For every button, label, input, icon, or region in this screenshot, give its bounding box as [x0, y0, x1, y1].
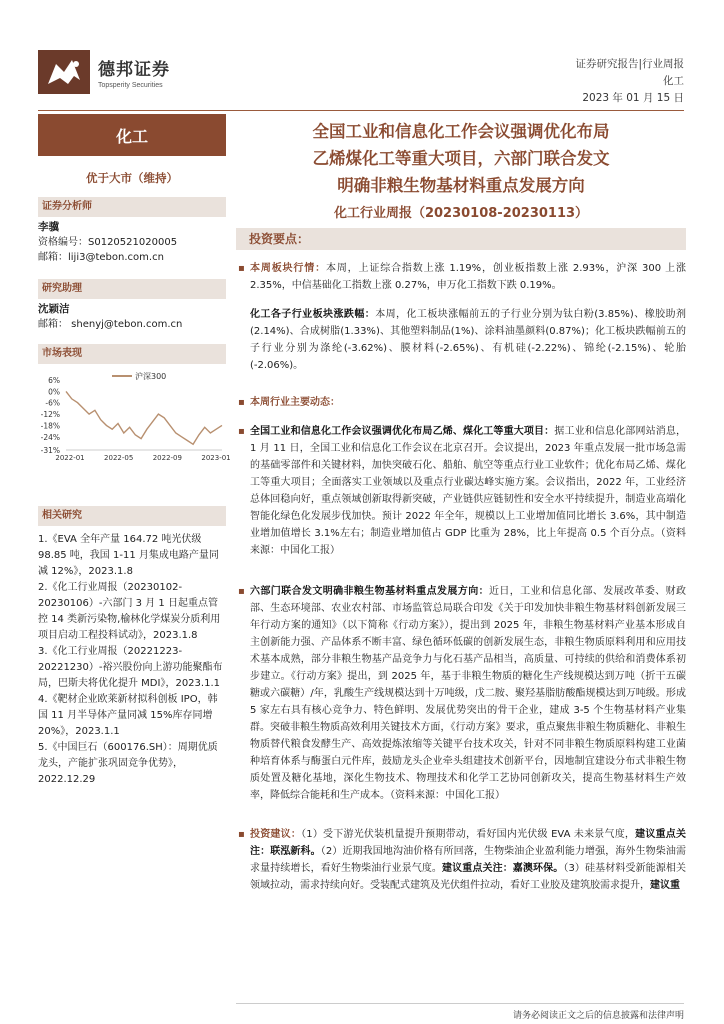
weekly-market-para	[236, 260, 686, 294]
para-label: 化工各子行业板块涨跌幅：	[250, 309, 376, 320]
report-date: 2023 年 01 月 15 日	[582, 92, 684, 104]
para-text: 本周，上证综合指数上涨 1.19%，创业板指数上涨 2.93%，沪深 300 上涨 2.35%，中信基础化工指数上涨 0.27%，申万化工指数下跌 0.19%。	[250, 263, 687, 291]
key-points-heading: 投资要点：	[236, 228, 686, 250]
analyst-section	[38, 197, 226, 265]
news-item-1	[236, 423, 686, 559]
industry-news-heading	[236, 394, 686, 411]
y-tick-label: -31%	[40, 446, 60, 455]
para-text: （2）近期我国地沟油价格有所回落，生物柴油企业盈利能力增强，海外生物柴油需求量持续增长，看好生物柴油行业景气度。	[250, 846, 686, 874]
report-title	[236, 114, 686, 199]
title-line: 明确非粮生物基材料重点发展方向	[337, 176, 585, 195]
logo-name-en: Topsperity Securities	[98, 82, 163, 89]
market-heading: 市场表现	[38, 344, 226, 364]
report-type: 证券研究报告|行业周报	[575, 58, 684, 70]
focus-stock: 建议重点关注：联泓新科。	[250, 829, 686, 857]
series-line-hs300	[66, 391, 222, 444]
para-text: 据工业和信息化部网站消息，1 月 11 日，全国工业和信息化工作会议在北京召开。会议提出，2023 年重点发展一批市场急需的基础零部件和关键材料，加快突破石化、船舶、航空等重点行业工业软件；优化布局乙烯、煤化工等重大项目；全面落实工业领域以及重点行业碳达峰实施方案。会议指出，2022 年，工业经济总体回稳向好，重点领域创新取得新突破，产业链供应链韧性和安全水平持续提升，制造业高端化智能化绿色化发展步伐加快。预计 2022 年全年，规模以上工业增加值同比增长 3.6%，其中制造业增加值增长 3.1%左右；制造业增加值占 GDP 比重为 28%，比上年提高 0.5 个百分点。（资料来源：中国化工报）	[250, 426, 687, 556]
header-divider	[38, 110, 684, 111]
research-heading: 相关研究	[38, 506, 226, 526]
sector-tag: 化工	[663, 75, 684, 87]
analyst-heading: 证券分析师	[38, 197, 226, 217]
y-tick-label: -18%	[40, 421, 60, 431]
logo-mark-icon	[38, 50, 90, 94]
focus-stock: 建议重点关注：嘉澳环保。	[442, 863, 564, 874]
para-label: 六部门联合发文明确非粮生物基材料重点发展方向：	[250, 586, 489, 597]
footer-divider	[236, 1003, 684, 1004]
report-subtitle: 化工行业周报（20230108-20230113）	[333, 206, 589, 221]
x-tick-label: 2023-01	[201, 454, 231, 462]
subsector-para	[236, 306, 686, 374]
analyst-name: 李骥	[38, 221, 59, 233]
para-text: 本周，化工板块涨幅前五的子行业分别为钛白粉(3.85%)、橡胶助剂(2.14%)、合成树脂(1.33%)、其他塑料制品(1%)、涂料油墨颜料(0.87%)；化工板块跌幅前五的子行业分别为涤纶(-3.62%)、膜材料(-2.65%)、有机硅(-2.22%)、锦纶(-2.15%)、轮胎(-2.06%)。	[250, 309, 686, 371]
y-tick-label: 0%	[48, 387, 60, 397]
legend-label: 沪深300	[135, 372, 167, 381]
related-research-item[interactable]: 5.《中国巨石（600176.SH）：周期优质龙头，产能扩张巩固竞争优势》，2022.12.29	[38, 742, 218, 785]
para-text: （3）硅基材料受新能源相关领域拉动，需求持续向好。受装配式建筑及光伏组件拉动，看好工业胶及建筑胶需求提升，	[250, 863, 686, 891]
assistant-heading: 研究助理	[38, 279, 226, 299]
para-label: 本周行业主要动态：	[250, 397, 340, 408]
para-label: 本周板块行情：	[250, 263, 326, 274]
sector-box: 化工	[38, 114, 226, 156]
news-item-2	[236, 583, 686, 804]
rating: 优于大市（维持）	[86, 171, 178, 185]
title-line: 乙烯煤化工等重大项目，六部门联合发文	[312, 149, 610, 168]
assistant-section	[38, 279, 226, 332]
x-tick-label: 2022-01	[55, 454, 85, 462]
para-text: 近日，工业和信息化部、发展改革委、财政部、生态环境部、农业农村部、市场监管总局联合印发《关于印发加快非粮生物基材料创新发展三年行动方案的通知》（以下简称《行动方案》），提出到 2025 年，非粮生物基材料产业基本形成自主创新能力强、产品体系不断丰富、绿色循环低碳的创新发展生态，非粮生物质原料利用和应用技术基本成熟，部分非粮生物基产品竞争力与化石基产品相当，高质量、可持续的供给和消费体系初步建立。《行动方案》提出，到 2025 年，基于非粮生物质的糖化生产线规模达到万吨（折干五碳糖或六碳糖）/年，乳酸生产线规模达到十万吨级，戊二胺、聚羟基脂肪酸酯规模达到万吨级。形成 5 家左右具有核心竞争力、特色鲜明、发展优势突出的骨干企业，建成 3-5 个生物基材料产业集群。突破非粮生物质高效利用关键技术方面，《行动方案》要求，重点聚焦非粮生物质糖化、非粮生物质替代粮食发酵生产、高效提炼浓缩等关键平台技术攻关，针对不同非粮生物质原料构建工业菌种培育体系与酶蛋白元件库，鼓励龙头企业牵头组建技术创新平台，因地制宜建设分布式非粮生物质处置及糖化基地，深化生物技术、物理技术和化学工艺协同创新攻关，提高生物基材料生产效率，降低综合能耗和生产成本。（资料来源：中国化工报）	[250, 586, 687, 801]
para-label: 投资建议：	[250, 829, 302, 840]
title-line: 全国工业和信息化工作会议强调优化布局	[312, 122, 610, 141]
research-section	[38, 506, 226, 788]
assistant-email[interactable]: 邮箱： shenyj@tebon.com.cn	[38, 319, 183, 330]
analyst-cert: 资格编号：S0120521020005	[38, 237, 178, 248]
focus-stock: 建议重	[650, 880, 680, 891]
y-tick-label: -6%	[45, 398, 60, 408]
y-tick-label: -24%	[40, 432, 60, 442]
related-research-item[interactable]: 3.《化工行业周报（20221223-20221230）-裕兴股份向上游功能聚酯布局，巴斯夫将优化提升 MDI》，2023.1.1	[38, 646, 223, 689]
related-research-item[interactable]: 4.《靶材企业欧莱新材拟科创板 IPO，韩国 11 月半导体产量同减 15%库存同增 20%》，2023.1.1	[38, 694, 218, 737]
market-chart-svg	[38, 370, 231, 470]
related-research-item[interactable]: 1.《EVA 全年产量 164.72 吨光伏级 98.85 吨，我国 1-11 月集成电路产量同减 12%》，2023.1.8	[38, 534, 219, 577]
logo-name-cn: 德邦证券	[98, 60, 170, 80]
related-research-item[interactable]: 2.《化工行业周报（20230102-20230106）-六部门 3 月 1 日起重点管控 14 类新污染物,榆林化学煤炭分质利用项目启动工程投料试动》，2023.1.8	[38, 582, 221, 641]
para-label: 全国工业和信息化工作会议强调优化布局乙烯、煤化工等重大项目：	[250, 426, 555, 437]
x-tick-label: 2022-05	[104, 454, 134, 462]
market-chart	[38, 370, 231, 470]
x-tick-label: 2022-09	[152, 454, 182, 462]
related-research-list	[38, 526, 226, 788]
investment-advice	[236, 826, 686, 894]
assistant-name: 沈颖洁	[38, 303, 70, 315]
sidebar	[38, 114, 231, 788]
y-tick-label: -12%	[40, 410, 60, 420]
market-section	[38, 344, 231, 470]
company-logo	[38, 50, 208, 94]
y-tick-label: 6%	[48, 376, 60, 385]
report-meta	[575, 56, 684, 107]
main-content	[236, 114, 686, 894]
para-text: （1）受下游光伏装机量提升预期带动，看好国内光伏级 EVA 未来景气度，	[301, 829, 636, 840]
analyst-email[interactable]: 邮箱：liji3@tebon.com.cn	[38, 252, 164, 263]
footer-disclaimer[interactable]: 请务必阅读正文之后的信息披露和法律声明	[512, 1011, 684, 1021]
